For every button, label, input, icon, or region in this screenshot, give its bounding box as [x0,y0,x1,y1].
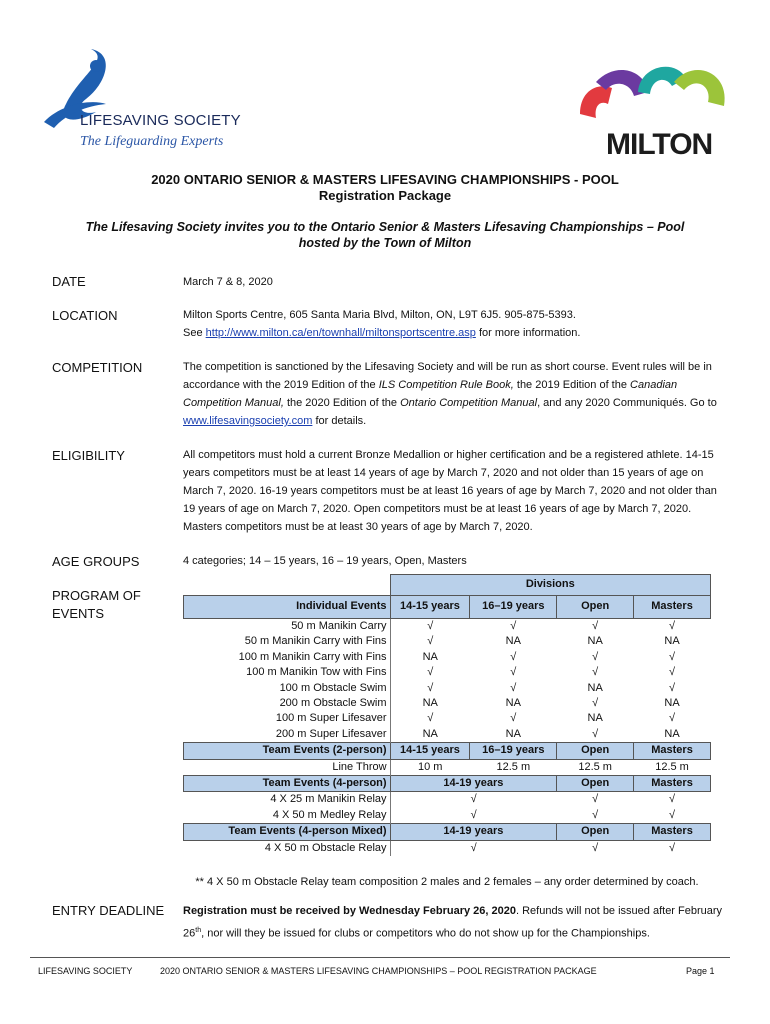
program-label [52,587,141,623]
location-after: for more information. [475,327,581,339]
event-name: 100 m Manikin Carry with Fins [184,650,391,665]
document-subtitle: Registration Package [318,188,452,203]
col-header: Masters [634,776,711,792]
competition-rulebook: ILS Competition Rule Book, [378,379,514,391]
deadline-rest-2: , nor will they be issued for clubs or competitors who do not show up for the Championships. [201,927,650,940]
program-label-1: PROGRAM OF [52,588,141,603]
col-header: Open [557,776,634,792]
table-row [184,650,711,665]
event-name: 4 X 50 m Medley Relay [184,808,391,824]
event-cell: √ [592,620,599,632]
table-row [184,727,711,743]
event-cell: NA [587,712,603,725]
section-header-row [184,824,711,840]
section-header: Team Events (2-person) [184,743,391,759]
table-row [184,840,711,856]
location-link[interactable]: http://www.milton.ca/en/townhall/miltonsportscentre.asp [205,327,476,339]
table-row [184,711,711,726]
team4-events-body [184,776,711,824]
competition-text-3: the 2020 Edition of the [283,397,401,409]
event-cell: √ [592,793,599,806]
competition-canadian-manual: Canadian Competition Manual, [183,379,678,409]
competition-value [183,358,723,430]
col-header: 14-19 years [390,824,557,840]
table-row [184,619,711,635]
program-label-2: EVENTS [52,606,105,621]
event-cell: NA [505,697,521,710]
event-cell: √ [470,841,477,854]
swimmer-head-icon [90,60,102,72]
milton-wordmark: MILTON [606,128,713,161]
competition-text-1: The competition is sanctioned by the Lifesaving Society and will be run as short course. Event rules will be in accordance with the 2019 Edition of the [183,361,712,391]
location-address: Milton Sports Centre, 605 Santa Maria Blvd, Milton, ON, L9T 6J5. 905-875-5393. [183,309,576,321]
event-name: 50 m Manikin Carry [184,619,391,635]
event-cell: √ [510,712,517,725]
document-title: 2020 ONTARIO SENIOR & MASTERS LIFESAVING CHAMPIONSHIPS - POOL [151,172,619,187]
event-cell: √ [510,666,517,679]
event-cell: √ [470,793,477,806]
col-header: Open [557,824,634,840]
event-cell: NA [664,697,680,710]
milton-green-arc-icon [674,70,725,106]
eligibility-label: ELIGIBILITY [52,448,125,463]
col-header: 14-15 years [390,596,470,619]
location-label: LOCATION [52,308,118,323]
event-cell: √ [669,650,676,663]
event-name: Line Throw [184,759,391,775]
event-cell: √ [427,712,434,725]
events-table [183,574,711,856]
age-groups-label: AGE GROUPS [52,554,140,569]
table-row [184,665,711,680]
team4-mixed-events-body [184,824,711,856]
lifesaving-society-tagline: The Lifeguarding Experts [80,134,224,149]
entry-deadline-value [183,902,731,944]
section-header: Team Events (4-person Mixed) [184,824,391,840]
event-cell: √ [427,666,434,679]
table-row [184,634,711,649]
section-header-row [184,776,711,792]
event-cell: NA [422,697,438,710]
footer-page-number: Page 1 [686,966,715,976]
event-cell: √ [592,650,599,663]
event-cell: NA [505,727,521,740]
location-value [183,306,723,342]
table-row [184,681,711,696]
event-cell: NA [505,635,521,648]
event-cell: √ [592,727,599,740]
footer-divider [30,957,730,958]
event-cell: 10 m [417,760,443,773]
col-header: 16–19 years [470,596,557,619]
individual-events-body [184,619,711,743]
col-header: Open [557,743,634,759]
event-cell: √ [510,681,517,694]
event-cell: NA [664,727,680,740]
event-cell: NA [664,635,680,648]
deadline-bold: Registration must be received by Wednesday February 26, 2020 [183,905,516,917]
event-cell: √ [510,620,517,632]
intro-line-1: The Lifesaving Society invites you to the Ontario Senior & Masters Lifesaving Championships – Pool [85,220,685,234]
event-cell: NA [587,681,603,694]
event-cell: √ [427,620,434,632]
event-cell: √ [592,697,599,710]
divisions-header: Divisions [390,575,710,596]
entry-deadline-label: ENTRY DEADLINE [52,903,165,918]
col-header: 14-19 years [390,776,557,792]
col-header: Masters [634,596,711,619]
event-name: 200 m Obstacle Swim [184,696,391,711]
table-row [184,808,711,824]
lifesaving-society-name: LIFESAVING SOCIETY [80,112,241,129]
location-see: See [183,327,206,339]
col-header: 16–19 years [470,743,557,759]
col-header: Masters [634,824,711,840]
table-row [184,792,711,808]
table-row [184,759,711,775]
event-cell: √ [669,793,676,806]
team2-events-body [184,743,711,776]
deadline-sup: th [195,927,202,934]
event-cell: √ [470,808,477,821]
event-cell: √ [669,681,676,694]
col-header: Open [557,596,634,619]
col-header: 14-15 years [390,743,470,759]
competition-label: COMPETITION [52,360,143,375]
event-cell: NA [422,650,438,663]
milton-red-arc-icon [580,86,612,118]
event-cell: √ [669,712,676,725]
age-groups-value: 4 categories; 14 – 15 years, 16 – 19 years, Open, Masters [183,555,467,567]
event-name: 4 X 25 m Manikin Relay [184,792,391,808]
event-cell: √ [427,635,434,648]
footer-left: LIFESAVING SOCIETY [38,966,133,976]
event-name: 4 X 50 m Obstacle Relay [184,840,391,856]
date-value: March 7 & 8, 2020 [183,276,273,288]
section-header: Team Events (4-person) [184,776,391,792]
competition-ontario-manual: Ontario Competition Manual [400,397,538,409]
event-cell: NA [587,635,603,648]
table-footnote: ** 4 X 50 m Obstacle Relay team composition 2 males and 2 females – any order determined by coach. [195,876,699,888]
footer-center: 2020 ONTARIO SENIOR & MASTERS LIFESAVING CHAMPIONSHIPS – POOL REGISTRATION PACKAGE [160,966,597,976]
event-cell: 12.5 m [578,760,612,773]
event-name: 100 m Manikin Tow with Fins [184,665,391,680]
individual-events-header: Individual Events [184,596,391,619]
date-label: DATE [52,274,86,289]
section-header-row [184,743,711,759]
event-cell: √ [669,666,676,679]
event-cell: √ [669,620,676,632]
event-name: 200 m Super Lifesaver [184,727,391,743]
event-cell: √ [592,666,599,679]
event-name: 50 m Manikin Carry with Fins [184,634,391,649]
event-name: 100 m Obstacle Swim [184,681,391,696]
table-row [184,696,711,711]
event-cell: √ [669,808,676,821]
competition-link[interactable]: www.lifesavingsociety.com [183,415,313,427]
eligibility-value: All competitors must hold a current Bronze Medallion or higher certification and be a registered athlete. 14-15 years competitors must be at least 14 years of age by March 7, 2020 and not older than 15 years of age on March 7, 2020. 16-19 years competitors must be at least 16 years of age by March 7, 2020 and not older than 19 years of age on March 7, 2020. Open competitors must be at least 16 years of age by March 7, 2020. Masters competitors must be at least 30 years of age by March 7, 2020. [183,449,717,533]
event-cell: √ [427,681,434,694]
event-cell: NA [422,727,438,740]
event-cell: √ [592,841,599,854]
competition-text-2: the 2019 Edition of the [513,379,631,391]
event-name: 100 m Super Lifesaver [184,711,391,726]
deadline-rest-1: . Refunds will not be issued after February 26 [183,905,723,940]
competition-text-5: for details. [312,415,367,427]
competition-text-4: , and any 2020 Communiqués. Go to [537,397,717,409]
intro-line-2: hosted by the Town of Milton [298,236,472,250]
col-header: Masters [634,743,711,759]
event-cell: √ [669,841,676,854]
event-cell: 12.5 m [496,760,531,773]
event-cell: 12.5 m [655,760,689,773]
event-cell: √ [510,650,517,663]
event-cell: √ [592,808,599,821]
